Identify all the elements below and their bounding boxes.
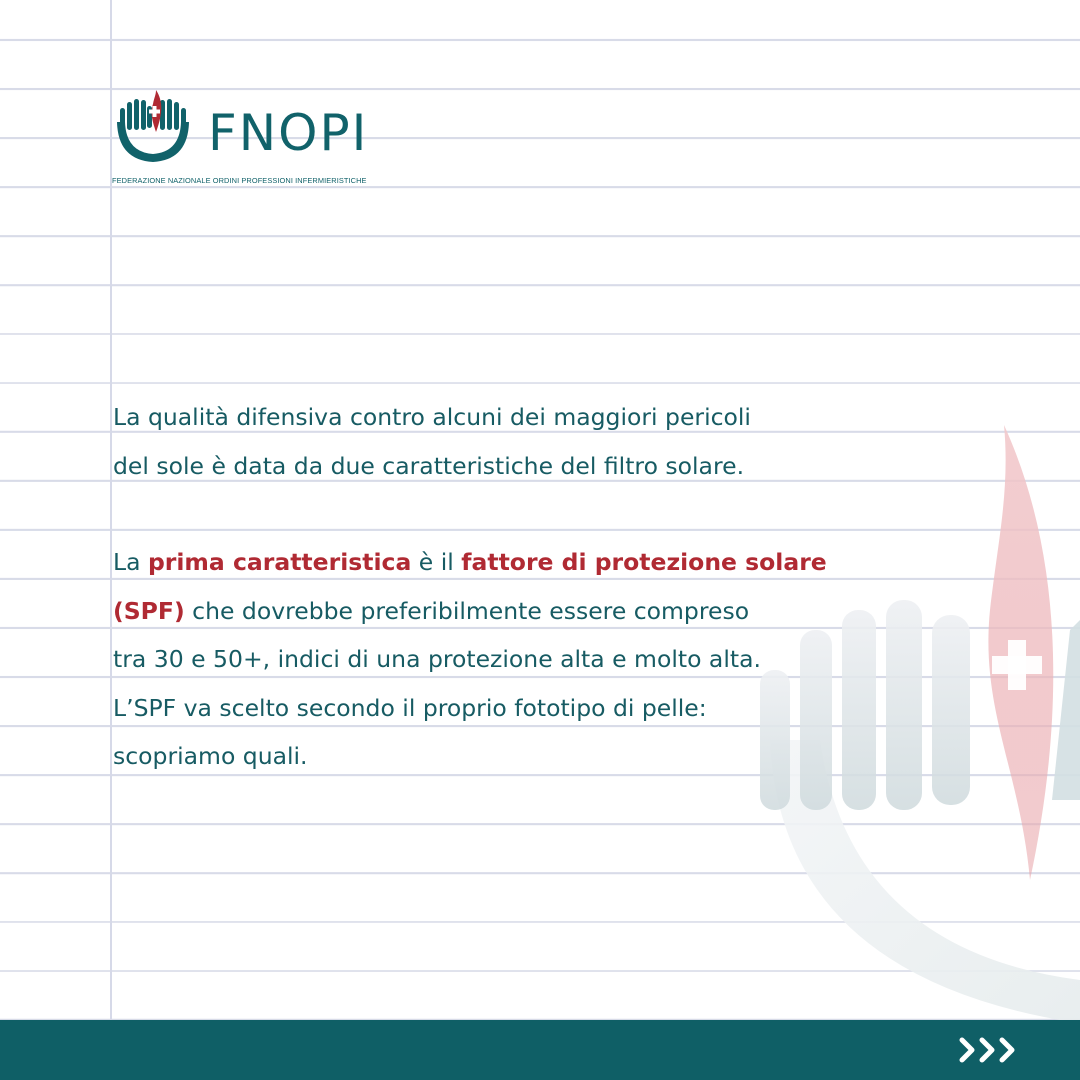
- para2-line1: [113, 538, 983, 587]
- fnopi-logo: [112, 88, 412, 188]
- para1-line2: del sole è data da due caratteristiche del filtro solare.: [113, 451, 745, 480]
- triple-chevron-right-icon[interactable]: [958, 1034, 1022, 1066]
- para1-line1: La qualità difensiva contro alcuni dei maggiori pericoli: [113, 403, 751, 431]
- para2-line1-pre: La: [113, 548, 148, 576]
- highlight-spf: (SPF): [113, 596, 185, 625]
- para2-line2-rest: che dovrebbe preferibilmente essere compreso: [184, 596, 750, 625]
- highlight-prima-caratteristica: prima caratteristica: [147, 548, 412, 576]
- para2-line3: tra 30 e 50+, indici di una protezione alta e molto alta.: [113, 645, 761, 673]
- para2-line4: L’SPF va scelto secondo il proprio fototipo di pelle:: [113, 693, 707, 722]
- highlight-fattore-protezione: fattore di protezione solare: [461, 548, 827, 576]
- para2-line2: [113, 587, 983, 636]
- logo-subtitle: FEDERAZIONE NAZIONALE ORDINI PROFESSIONI INFERMIERISTICHE: [112, 176, 367, 185]
- footer-bar: [0, 1020, 1080, 1080]
- para2-line5: scopriamo quali.: [113, 742, 308, 770]
- hands-flame-logo-icon: [112, 88, 194, 170]
- body-text: [113, 393, 983, 781]
- para2-line1-mid: è il: [411, 548, 462, 576]
- logo-name: FNOPI: [208, 104, 369, 162]
- paragraph-gap: [113, 490, 983, 538]
